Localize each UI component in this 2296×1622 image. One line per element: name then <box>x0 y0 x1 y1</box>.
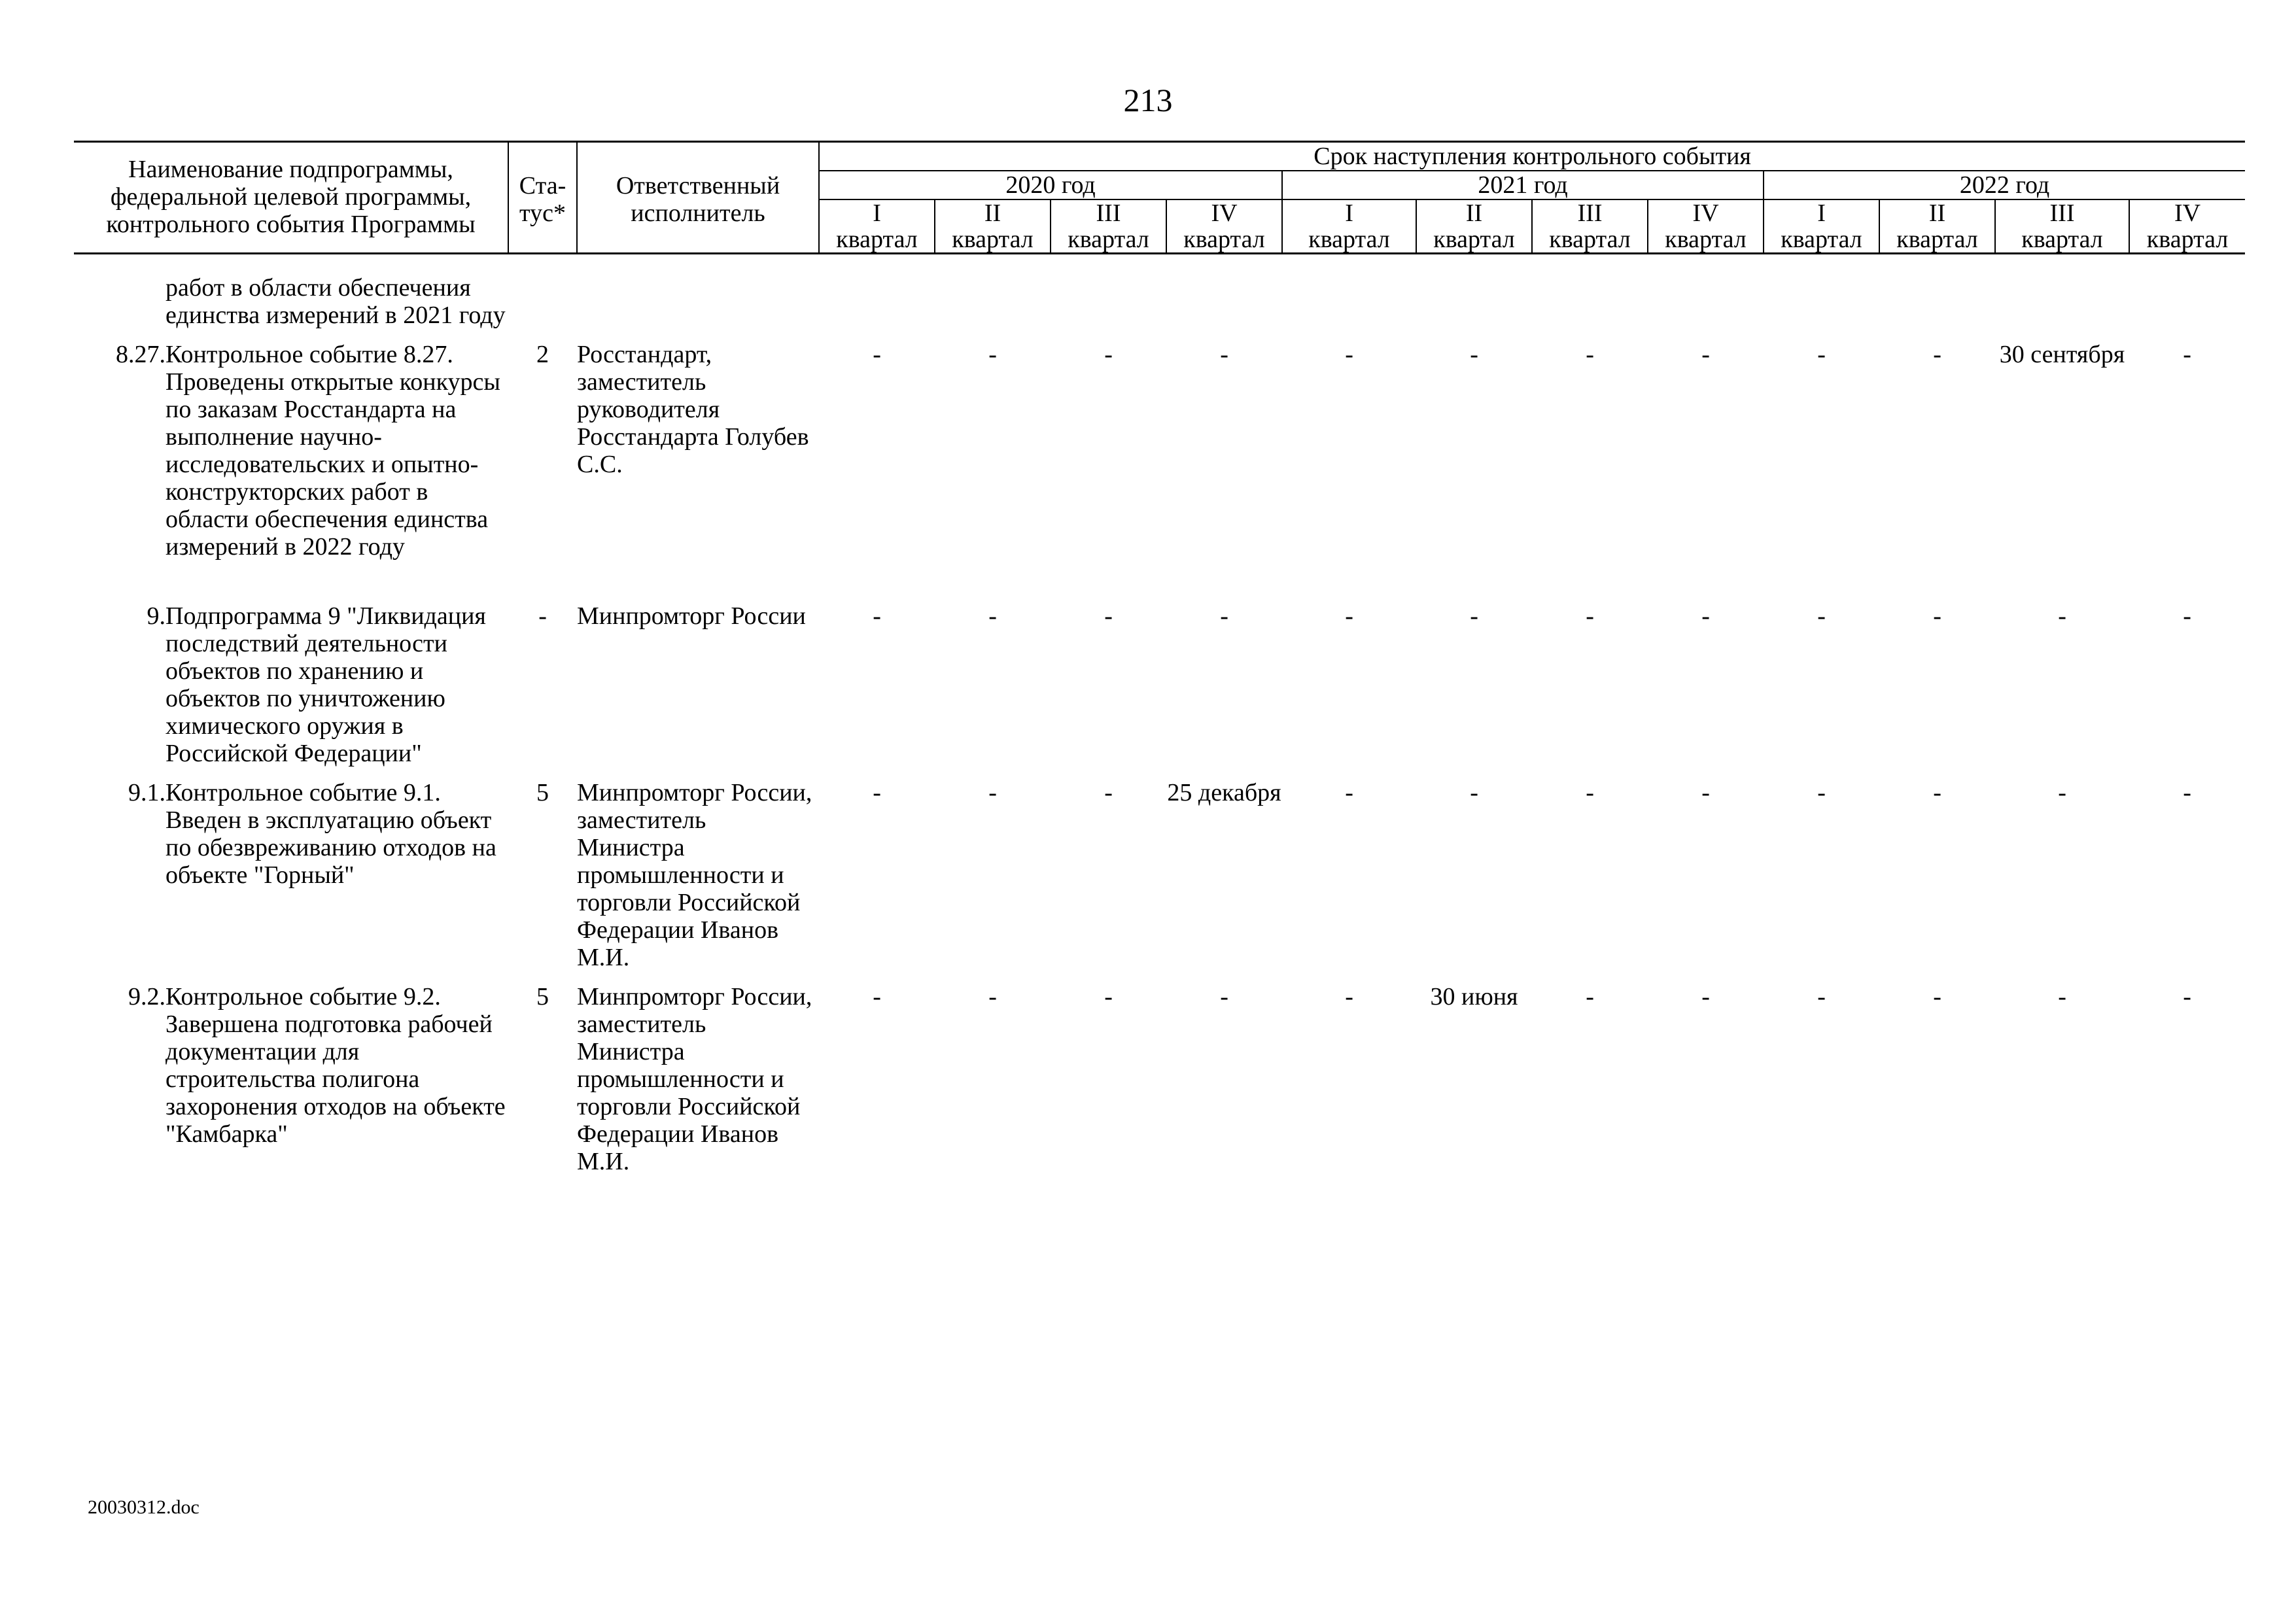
event-name: Контрольное событие 9.2. Завершена подготовка рабочей документации для строительства полигона захоронения отходов на объекте "Камбарка" <box>165 983 506 1148</box>
header-quarter: I квартал <box>819 199 935 254</box>
quarter-cell: - <box>2058 983 2066 1010</box>
table-row <box>74 254 2245 341</box>
control-events-table <box>74 141 2245 1175</box>
quarter-cell <box>1764 254 1879 341</box>
row-number: 9. <box>147 602 165 630</box>
quarter-cell: 30 июня <box>1430 983 1518 1010</box>
quarter-cell: - <box>1817 779 1826 806</box>
quarter-cell <box>1051 254 1166 341</box>
row-number: 9.1. <box>128 779 165 806</box>
quarter-cell: - <box>1586 602 1594 630</box>
responsible-executor: Росстандарт, заместитель руководителя Росстандарта Голубев С.С. <box>577 341 809 478</box>
quarter-cell: - <box>1586 341 1594 368</box>
header-quarter: IV квартал <box>1648 199 1764 254</box>
quarter-cell: - <box>988 341 997 368</box>
quarter-cell: - <box>1470 341 1478 368</box>
quarter-cell: 30 сентября <box>1999 341 2125 368</box>
quarter-cell: - <box>2183 341 2191 368</box>
event-name: Подпрограмма 9 "Ликвидация последствий деятельности объектов по хранению и объектов по уничтожению химического оружия в Российской Федерации" <box>165 602 486 767</box>
quarter-cell <box>2129 254 2245 341</box>
quarter-cell: - <box>1104 341 1113 368</box>
quarter-cell: - <box>1701 341 1710 368</box>
quarter-cell: - <box>1701 602 1710 630</box>
quarter-cell: - <box>1220 602 1228 630</box>
quarter-cell: - <box>1933 341 1941 368</box>
table-body <box>74 254 2245 1176</box>
header-quarter: IV квартал <box>2129 199 2245 254</box>
quarter-cell: - <box>2183 602 2191 630</box>
header-year-2020: 2020 год <box>819 171 1282 199</box>
event-status: 5 <box>536 779 549 806</box>
event-status: - <box>538 602 547 630</box>
quarter-cell: - <box>873 983 881 1010</box>
quarter-cell: - <box>1701 779 1710 806</box>
quarter-cell: - <box>1345 779 1353 806</box>
quarter-cell: - <box>2183 983 2191 1010</box>
table-row <box>74 600 2245 779</box>
quarter-cell: - <box>1817 341 1826 368</box>
quarter-cell: - <box>873 779 881 806</box>
table-row <box>74 341 2245 600</box>
quarter-cell: - <box>2183 779 2191 806</box>
header-year-2022: 2022 год <box>1764 171 2245 199</box>
quarter-cell: - <box>1104 983 1113 1010</box>
quarter-cell: - <box>988 983 997 1010</box>
quarter-cell: - <box>1586 779 1594 806</box>
quarter-cell <box>1282 254 1416 341</box>
quarter-cell: - <box>1701 983 1710 1010</box>
quarter-cell: - <box>1470 779 1478 806</box>
header-quarter: II квартал <box>1416 199 1532 254</box>
header-name-col: Наименование подпрограммы, федеральной целевой программы, контрольного события Программы <box>74 142 508 254</box>
header-executor-col: Ответственный исполнитель <box>577 142 819 254</box>
header-quarter: II квартал <box>1879 199 1995 254</box>
header-quarter: I квартал <box>1282 199 1416 254</box>
table-row <box>74 779 2245 983</box>
quarter-cell: - <box>1817 983 1826 1010</box>
header-term-col: Срок наступления контрольного события <box>819 142 2245 171</box>
quarter-cell: 25 декабря <box>1167 779 1281 806</box>
quarter-cell: - <box>1470 602 1478 630</box>
row-number: 9.2. <box>128 983 165 1010</box>
header-status-col: Ста- тус* <box>508 142 577 254</box>
responsible-executor: Минпромторг России, заместитель Министра промышленности и торговли Российской Федерации Иванов М.И. <box>577 779 812 971</box>
event-status <box>508 254 577 341</box>
quarter-cell <box>1166 254 1282 341</box>
quarter-cell: - <box>1345 602 1353 630</box>
table-header <box>74 142 2245 254</box>
quarter-cell: - <box>1933 602 1941 630</box>
quarter-cell: - <box>1933 983 1941 1010</box>
quarter-cell: - <box>1220 983 1228 1010</box>
quarter-cell <box>1416 254 1532 341</box>
quarter-cell <box>935 254 1051 341</box>
header-quarter: III квартал <box>1532 199 1648 254</box>
quarter-cell: - <box>1104 602 1113 630</box>
quarter-cell: - <box>2058 602 2066 630</box>
quarter-cell: - <box>1345 983 1353 1010</box>
quarter-cell <box>819 254 935 341</box>
responsible-executor: Минпромторг России, заместитель Министра промышленности и торговли Российской Федерации Иванов М.И. <box>577 983 812 1175</box>
quarter-cell <box>1995 254 2129 341</box>
quarter-cell <box>1648 254 1764 341</box>
header-quarter: III квартал <box>1995 199 2129 254</box>
quarter-cell: - <box>1104 779 1113 806</box>
quarter-cell: - <box>988 779 997 806</box>
event-name: работ в области обеспечения единства измерений в 2021 году <box>165 274 506 329</box>
quarter-cell <box>1879 254 1995 341</box>
quarter-cell <box>1532 254 1648 341</box>
file-name-footer: 20030312.doc <box>88 1496 200 1518</box>
row-number <box>74 254 165 341</box>
header-quarter: IV квартал <box>1166 199 1282 254</box>
responsible-executor <box>577 254 819 341</box>
quarter-cell: - <box>988 602 997 630</box>
table-row <box>74 983 2245 1175</box>
quarter-cell: - <box>873 602 881 630</box>
event-name: Контрольное событие 9.1. Введен в эксплуатацию объект по обезвреживанию отходов на объекте "Горный" <box>165 779 496 889</box>
quarter-cell: - <box>1817 602 1826 630</box>
responsible-executor: Минпромторг России <box>577 602 806 630</box>
page-number: 213 <box>1123 82 1173 118</box>
header-quarter: II квартал <box>935 199 1051 254</box>
header-year-2021: 2021 год <box>1282 171 1764 199</box>
event-status: 2 <box>536 341 549 368</box>
quarter-cell: - <box>1933 779 1941 806</box>
header-quarter: III квартал <box>1051 199 1166 254</box>
event-name: Контрольное событие 8.27. Проведены открытые конкурсы по заказам Росстандарта на выполнение научно-исследовательских и опытно-конструкторских работ в области обеспечения единства измерений в 2022 году <box>165 341 500 561</box>
quarter-cell: - <box>1220 341 1228 368</box>
row-number: 8.27. <box>116 341 165 368</box>
event-status: 5 <box>536 983 549 1010</box>
quarter-cell: - <box>873 341 881 368</box>
quarter-cell: - <box>1345 341 1353 368</box>
header-quarter: I квартал <box>1764 199 1879 254</box>
quarter-cell: - <box>2058 779 2066 806</box>
quarter-cell: - <box>1586 983 1594 1010</box>
